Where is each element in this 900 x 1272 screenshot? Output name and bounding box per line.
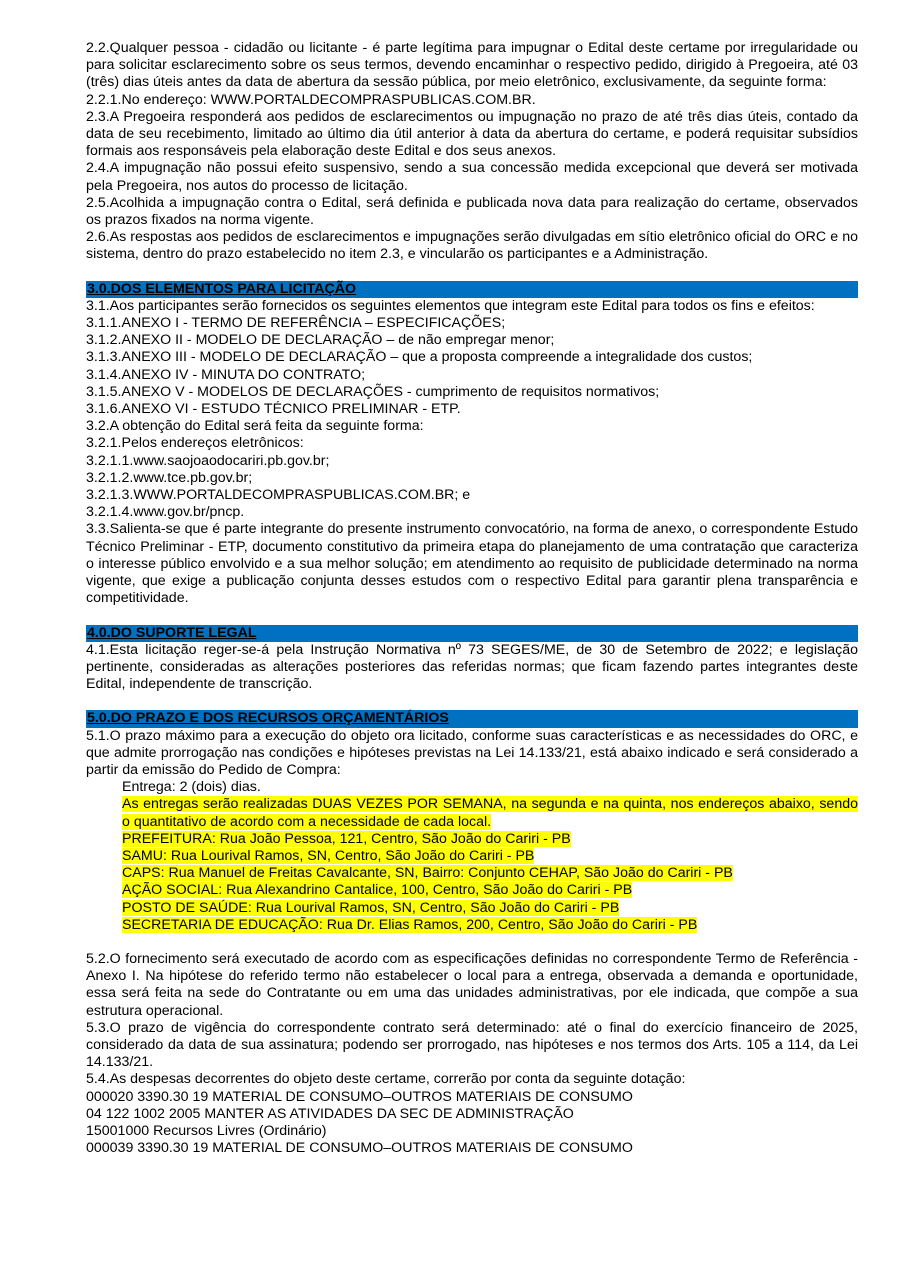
delivery-schedule-text: As entregas serão realizadas DUAS VEZES POR SEMANA, na segunda e na quinta, nos endereços abaixo, sendo o quantitativo de acordo com a necessidade de cada local. <box>122 796 858 830</box>
paragraph-3-1: 3.1.Aos participantes serão fornecidos os seguintes elementos que integram este Edital para todos os fins e efeitos: <box>86 297 815 314</box>
list-item: 3.2.1.3.WWW.PORTALDECOMPRASPUBLICAS.COM.BR; e <box>86 487 471 504</box>
paragraph-2-4: 2.4.A impugnação não possui efeito suspensivo, sendo a sua concessão medida excepcional que deverá ser motivada pela Pregoeira, nos autos do processo de licitação. <box>86 160 858 194</box>
paragraph-2-3: 2.3.A Pregoeira responderá aos pedidos de esclarecimentos ou impugnação no prazo de até três dias úteis, contado da data de seu recebimento, limitado ao último dia útil anterior à data da abertura do certame, e poderá requisitar subsídios formais aos responsáveis pela elaboração deste Edital e dos seus anexos. <box>86 108 858 160</box>
address-item <box>122 848 858 865</box>
list-item: 3.1.2.ANEXO II - MODELO DE DECLARAÇÃO – de não empregar menor; <box>86 332 555 349</box>
paragraph-5-1: 5.1.O prazo máximo para a execução do objeto ora licitado, conforme suas características e as necessidades do ORC, e que admite prorrogação nas condições e hipóteses previstas na Lei 14.133/21, está abaixo indicado e será considerado a partir da emissão do Pedido de Compra: <box>86 727 858 778</box>
budget-line: 000039 3390.30 19 MATERIAL DE CONSUMO–OUTROS MATERIAIS DE CONSUMO <box>86 1140 633 1157</box>
address-item <box>122 882 858 899</box>
address-text: PREFEITURA: Rua João Pessoa, 121, Centro, São João do Cariri - PB <box>122 830 571 847</box>
list-item: 3.2.1.Pelos endereços eletrônicos: <box>86 435 304 452</box>
section-heading-5-text: 5.0.DO PRAZO E DOS RECURSOS ORÇAMENTÁRIOS <box>87 710 449 727</box>
section-heading-5 <box>86 710 858 727</box>
spacer <box>86 608 858 625</box>
section-heading-3 <box>86 281 858 298</box>
section-heading-3-text: 3.0.DOS ELEMENTOS PARA LICITAÇÃO <box>87 280 357 297</box>
paragraph-5-4: 5.4.As despesas decorrentes do objeto deste certame, correrão por conta da seguinte dotação: <box>86 1071 686 1088</box>
list-item: 3.2.1.4.www.gov.br/pncp. <box>86 504 245 521</box>
delivery-term: Entrega: 2 (dois) dias. <box>122 779 261 796</box>
spacer <box>86 264 858 281</box>
paragraph-2-2: 2.2.Qualquer pessoa - cidadão ou licitante - é parte legítima para impugnar o Edital deste certame por irregularidade ou para solicitar esclarecimento sobre os seus termos, devendo encaminhar o respectivo pedido, dirigido à Pregoeira, até 03 (três) dias úteis antes da data de abertura da sessão pública, por meio eletrônico, exclusivamente, da seguinte forma: <box>86 40 858 91</box>
spacer <box>86 934 858 951</box>
document-page <box>86 40 858 1157</box>
paragraph-2-6: 2.6.As respostas aos pedidos de esclarecimentos e impugnações serão divulgadas em sítio eletrônico oficial do ORC e no sistema, dentro do prazo estabelecido no item 2.3, e vincularão os participantes e a Administração. <box>86 229 858 263</box>
paragraph-2-5: 2.5.Acolhida a impugnação contra o Edital, será definida e publicada nova data para realização do certame, observados os prazos fixados na norma vigente. <box>86 194 858 229</box>
list-item: 3.2.1.1.www.saojoaodocariri.pb.gov.br; <box>86 452 330 469</box>
address-item <box>122 917 858 934</box>
section-heading-4 <box>86 625 858 642</box>
paragraph-5-2: 5.2.O fornecimento será executado de acordo com as especificações definidas no correspondente Termo de Referência - Anexo I. Na hipótese do referido termo não estabelecer o local para a entrega, observada a demanda e oportunidade, essa será feita na sede do Contratante ou em uma das unidades administrativas, por ele indicada, que compõe a sua estrutura operacional. <box>86 950 858 1019</box>
section-heading-4-text: 4.0.DO SUPORTE LEGAL <box>87 624 257 641</box>
list-item: 3.2.A obtenção do Edital será feita da seguinte forma: <box>86 418 424 435</box>
delivery-block <box>86 779 858 934</box>
address-item <box>122 865 858 882</box>
address-item <box>122 831 858 848</box>
address-text: CAPS: Rua Manuel de Freitas Cavalcante, SN, Bairro: Conjunto CEHAP, São João do Cariri - PB <box>122 865 733 882</box>
list-item: 3.2.1.2.www.tce.pb.gov.br; <box>86 469 253 486</box>
list-item: 3.1.1.ANEXO I - TERMO DE REFERÊNCIA – ESPECIFICAÇÕES; <box>86 315 506 332</box>
list-item: 3.1.3.ANEXO III - MODELO DE DECLARAÇÃO – que a proposta compreende a integralidade dos custos; <box>86 349 753 366</box>
budget-line: 04 122 1002 2005 MANTER AS ATIVIDADES DA SEC DE ADMINISTRAÇÃO <box>86 1105 574 1122</box>
address-item <box>122 900 858 917</box>
address-text: POSTO DE SAÚDE: Rua Lourival Ramos, SN, Centro, São João do Cariri - PB <box>122 899 620 916</box>
delivery-schedule-highlight <box>122 796 858 830</box>
paragraph-2-2-1: 2.2.1.No endereço: WWW.PORTALDECOMPRASPUBLICAS.COM.BR. <box>86 91 536 108</box>
budget-line: 15001000 Recursos Livres (Ordinário) <box>86 1122 327 1139</box>
list-item: 3.1.5.ANEXO V - MODELOS DE DECLARAÇÕES - cumprimento de requisitos normativos; <box>86 383 660 400</box>
list-item: 3.1.6.ANEXO VI - ESTUDO TÉCNICO PRELIMINAR - ETP. <box>86 401 461 418</box>
address-text: AÇÃO SOCIAL: Rua Alexandrino Cantalice, 100, Centro, São João do Cariri - PB <box>122 882 633 899</box>
paragraph-3-3: 3.3.Salienta-se que é parte integrante do presente instrumento convocatório, na forma de anexo, o correspondente Estudo Técnico Preliminar - ETP, documento constitutivo da primeira etapa do planejamento de uma contratação que caracteriza o interesse público envolvido e a sua melhor solução; em atendimento ao requisito de publicidade determinado na norma vigente, que exige a publicação conjunta desses estudos com o respectivo Edital para garantir plena transparência e competitividade. <box>86 521 858 607</box>
address-text: SECRETARIA DE EDUCAÇÃO: Rua Dr. Elias Ramos, 200, Centro, São João do Cariri - PB <box>122 916 698 933</box>
list-item: 3.1.4.ANEXO IV - MINUTA DO CONTRATO; <box>86 366 366 383</box>
spacer <box>86 693 858 710</box>
paragraph-5-3: 5.3.O prazo de vigência do correspondente contrato será determinado: até o final do exercício financeiro de 2025, considerado da data de sua assinatura; podendo ser prorrogado, nas hipóteses e nos termos dos Arts. 105 a 114, da Lei 14.133/21. <box>86 1019 858 1071</box>
paragraph-4-1: 4.1.Esta licitação reger-se-á pela Instrução Normativa nº 73 SEGES/ME, de 30 de Setembro de 2022; e legislação pertinente, consideradas as alterações posteriores das referidas normas; que ficam fazendo partes integrantes deste Edital, independente de transcrição. <box>86 641 858 693</box>
budget-line: 000020 3390.30 19 MATERIAL DE CONSUMO–OUTROS MATERIAIS DE CONSUMO <box>86 1088 633 1105</box>
address-text: SAMU: Rua Lourival Ramos, SN, Centro, São João do Cariri - PB <box>122 847 535 864</box>
